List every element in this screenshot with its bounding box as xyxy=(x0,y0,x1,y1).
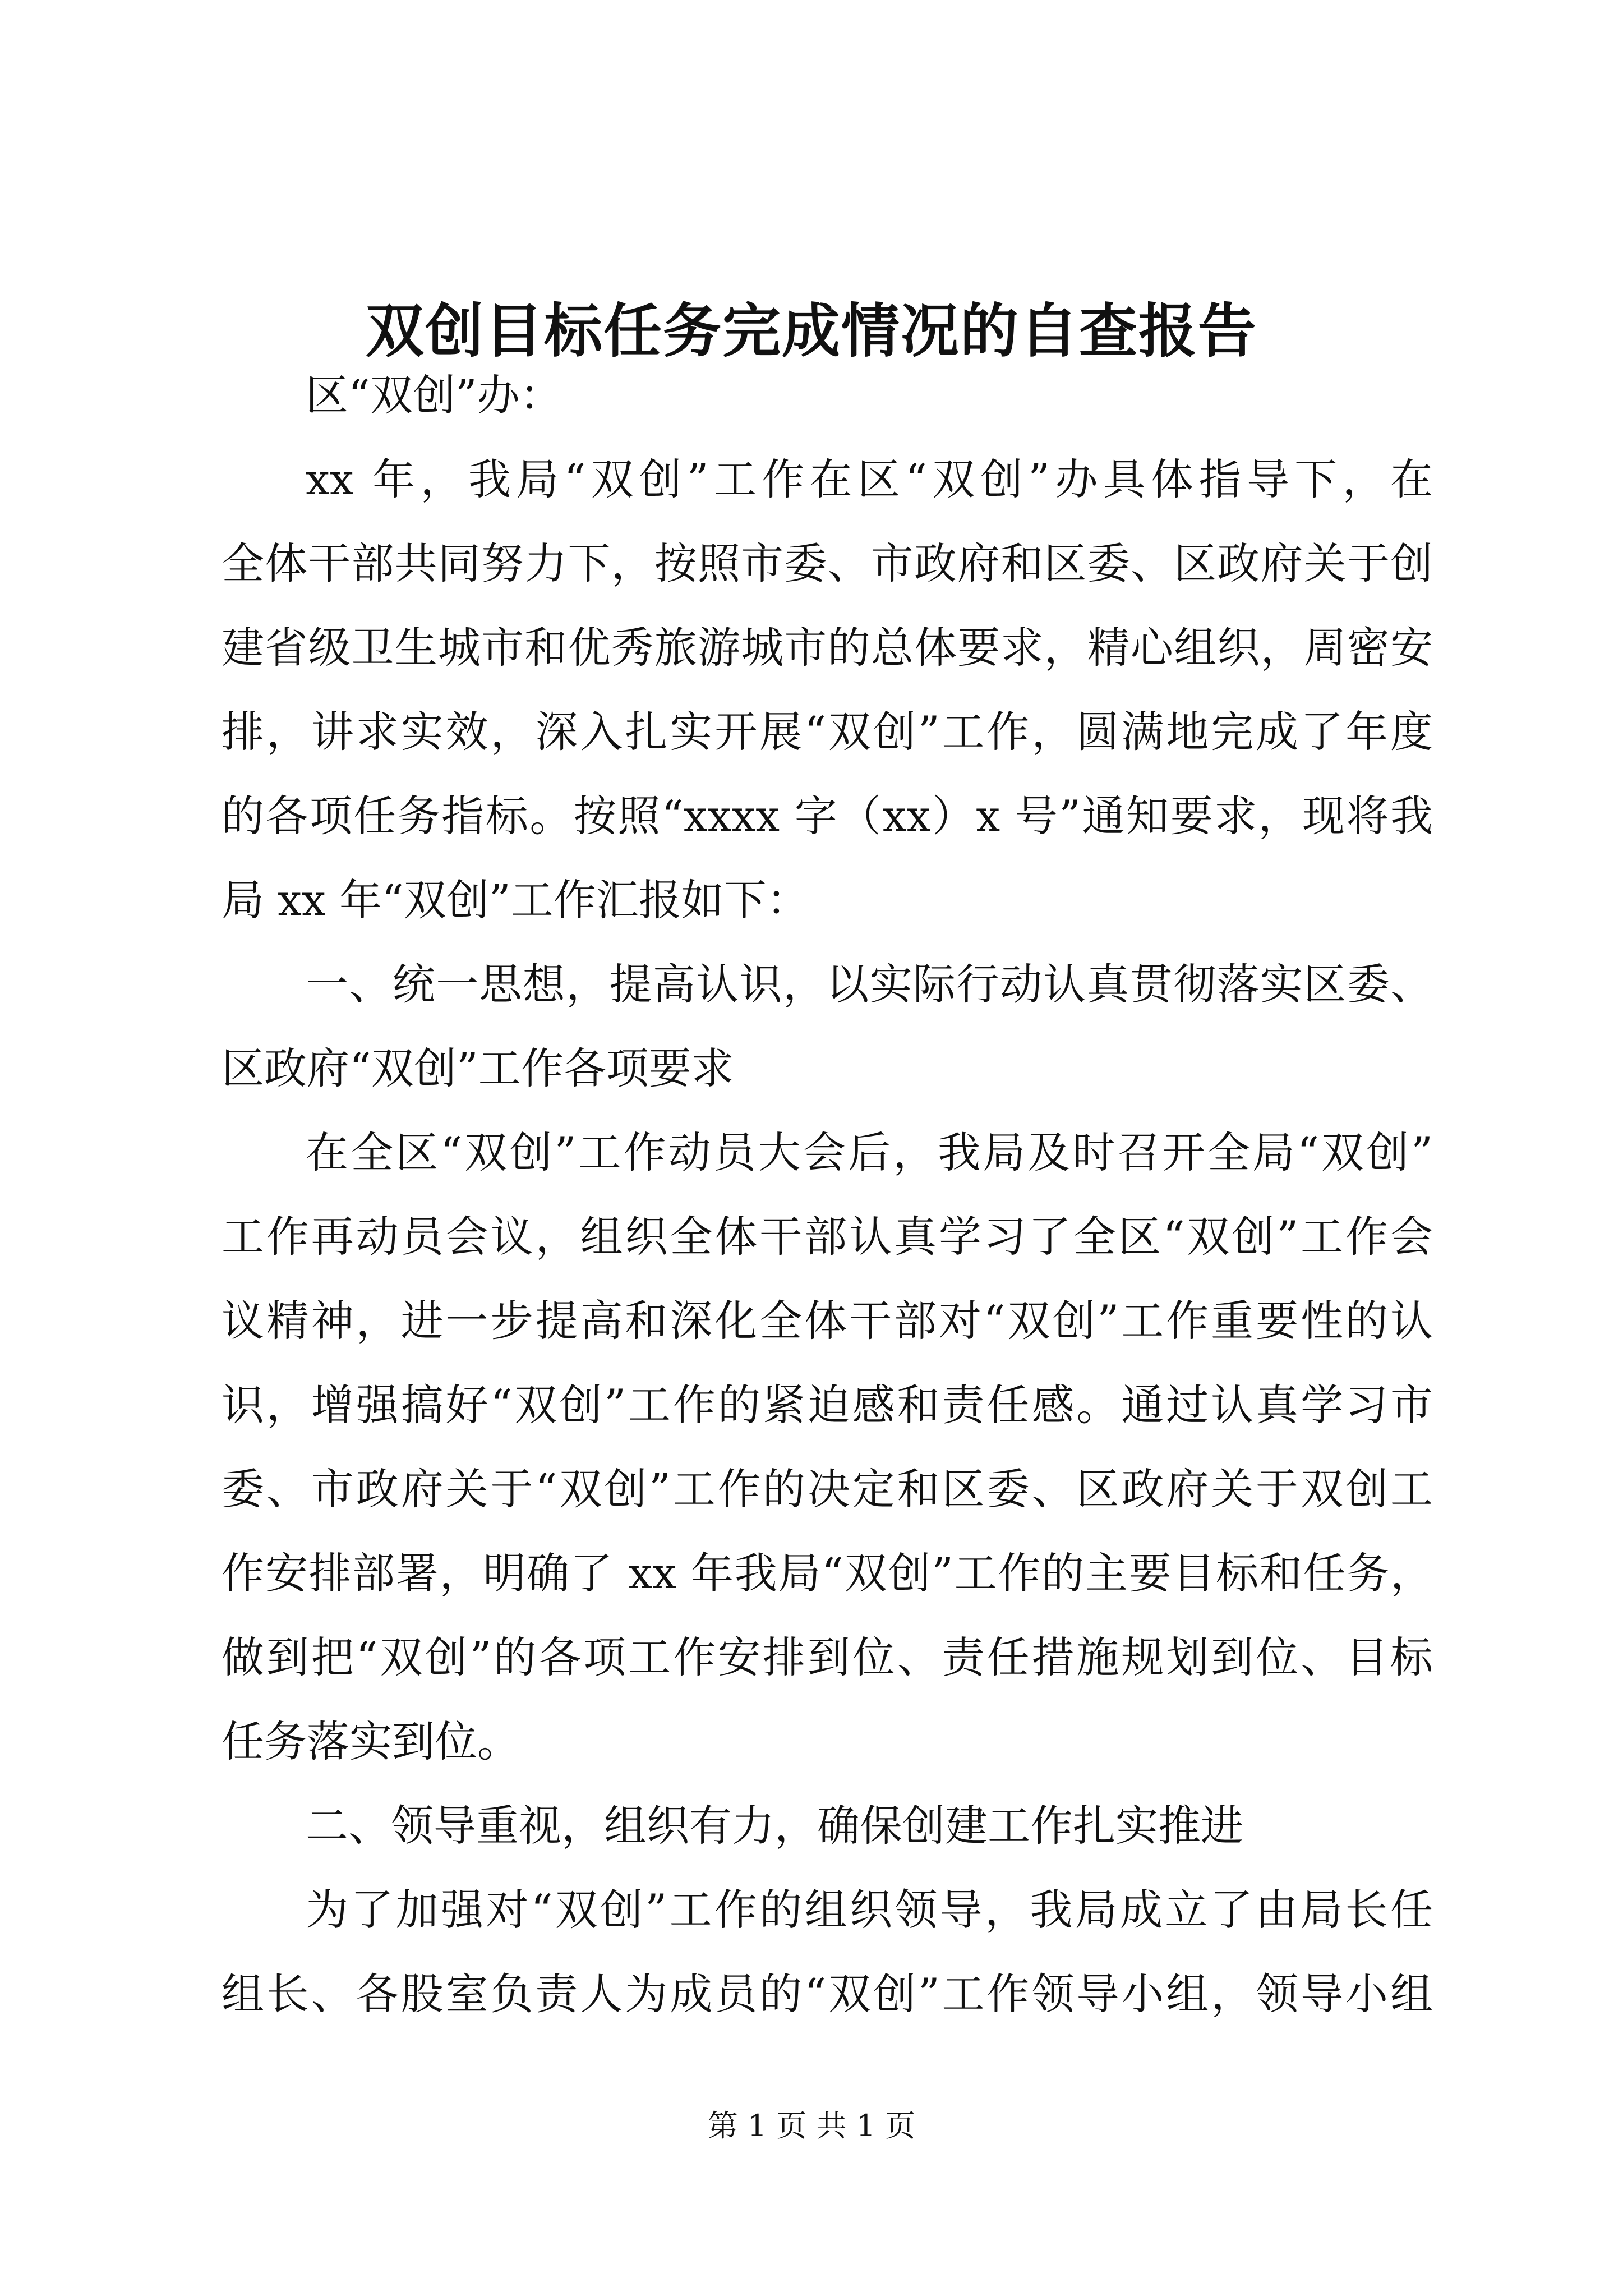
text-line: 在全区“双创”工作动员大会后，我局及时召开全局“双创” xyxy=(306,1128,1433,1177)
text-line: 作安排部署，明确了 xx 年我局“双创”工作的主要目标和任务， xyxy=(222,1548,1433,1598)
text-line: 工作再动员会议，组织全体干部认真学习了全区“双创”工作会 xyxy=(222,1212,1433,1262)
page-footer: 第 1 页 共 1 页 xyxy=(707,2108,916,2143)
text-line: 委、市政府关于“双创”工作的决定和区委、区政府关于双创工 xyxy=(222,1464,1433,1514)
text-line: 全体干部共同努力下，按照市委、市政府和区委、区政府关于创 xyxy=(222,539,1433,588)
text-line: 建省级卫生城市和优秀旅游城市的总体要求，精心组织，周密安 xyxy=(222,623,1433,673)
text-line: 识，增强搞好“双创”工作的紧迫感和责任感。通过认真学习市 xyxy=(222,1380,1433,1430)
text-line: 区“双创”办： xyxy=(306,370,562,420)
text-line: 排，讲求实效，深入扎实开展“双创”工作，圆满地完成了年度 xyxy=(222,707,1433,757)
text-line: 区政府“双创”工作各项要求 xyxy=(222,1043,734,1093)
document-title: 双创目标任务完成情况的自查报告 xyxy=(365,296,1257,365)
text-line: 一、统一思想，提高认识，以实际行动认真贯彻落实区委、 xyxy=(306,959,1433,1009)
text-line: 的各项任务指标。按照“xxxx 字（xx）x 号”通知要求，现将我 xyxy=(222,791,1433,841)
text-line: 任务落实到位。 xyxy=(222,1717,520,1766)
text-line: 组长、各股室负责人为成员的“双创”工作领导小组，领导小组 xyxy=(222,1969,1433,2019)
text-line: xx 年，我局“双创”工作在区“双创”办具体指导下，在 xyxy=(306,454,1433,504)
text-line: 局 xx 年“双创”工作汇报如下： xyxy=(222,875,809,925)
text-line: 二、领导重视，组织有力，确保创建工作扎实推进 xyxy=(306,1801,1243,1851)
text-line: 为了加强对“双创”工作的组织领导，我局成立了由局长任 xyxy=(306,1885,1433,1935)
document-body xyxy=(222,353,1433,2036)
text-line: 做到把“双创”的各项工作安排到位、责任措施规划到位、目标 xyxy=(222,1632,1433,1682)
text-line: 议精神，进一步提高和深化全体干部对“双创”工作重要性的认 xyxy=(222,1296,1433,1346)
